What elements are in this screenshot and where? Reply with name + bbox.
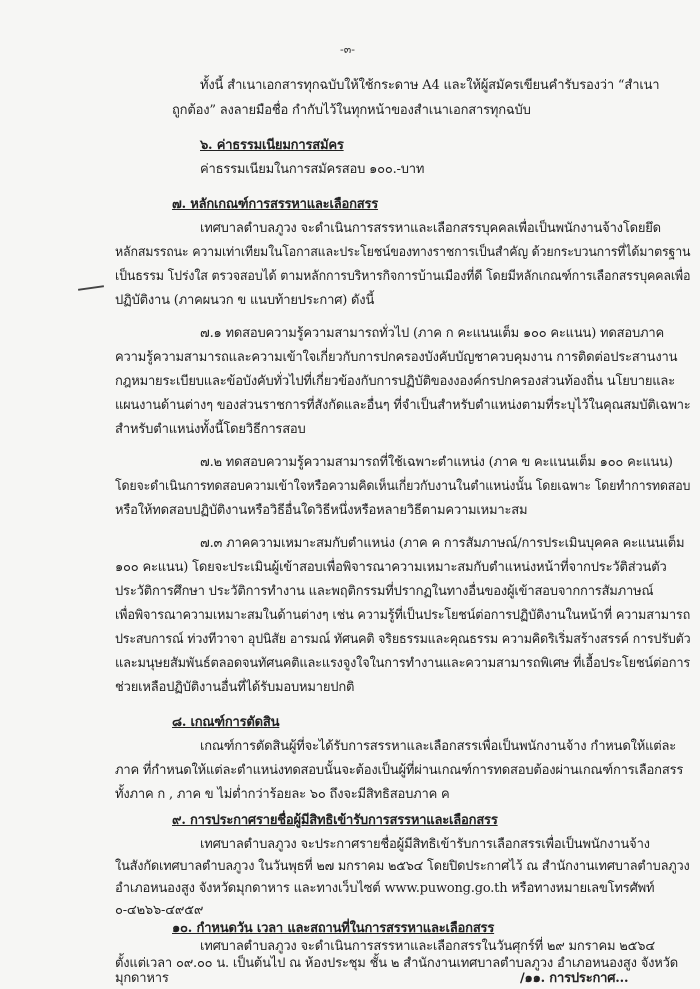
text-line: ในสังกัดเทศบาลตำบลภูวง ในวันพุธที่ ๒๗ มกราคม ๒๕๖๔ โดยปิดประกาศไว้ ณ สำนักงานเทศบาลตำบลภูวง: [115, 859, 690, 874]
text-line: เทศบาลตำบลภูวง จะดำเนินการสรรหาและเลือกสรรในวันศุกร์ที่ ๒๙ มกราคม ๒๕๖๔: [200, 939, 655, 954]
text-line: ตั้งแต่เวลา ๐๙.๐๐ น. เป็นต้นไป ณ ห้องประชุม ชั้น ๒ สำนักงานเทศบาลตำบลภูวง อำเภอหนองสูง จังหวัด: [115, 956, 678, 971]
text-line: หลักสมรรถนะ ความเท่าเทียมในโอกาสและประโยชน์ของทางราชการเป็นสำคัญ ด้วยกระบวนการที่ได้มาตรฐาน: [115, 245, 691, 260]
text-line: ความรู้ความสามารถและความเข้าใจเกี่ยวกับการปกครองบังคับบัญชาควบคุมงาน การติดต่อประสานงาน: [115, 350, 678, 365]
text-line: ประสบการณ์ ท่วงทีวาจา อุปนิสัย อารมณ์ ทัศนคติ จริยธรรมและคุณธรรม ความคิดริเริ่มสร้างสรรค์ การปรับตัว: [115, 632, 691, 647]
continuation-note: /๑๑. การประกาศ...: [520, 971, 629, 986]
text-line: ภาค ที่กำหนดให้แต่ละตำแหน่งทดสอบนั้นจะต้องเป็นผู้ที่ผ่านเกณฑ์การทดสอบต้องผ่านเกณฑ์การเลือกสรร: [115, 763, 684, 778]
text-line: ทั้งนี้ สำเนาเอกสารทุกฉบับให้ใช้กระดาษ A4 และให้ผู้สมัครเขียนคำรับรองว่า “สำเนา: [200, 78, 660, 93]
text-line: เพื่อพิจารณาความเหมาะสมในด้านต่างๆ เช่น ความรู้ที่เป็นประโยชน์ต่อการปฏิบัติงานในหน้าที่ ความสามารถ: [115, 608, 691, 623]
text-line: หรือให้ทดสอบปฏิบัติงานหรือวิธีอื่นใดวิธีหนึ่งหรือหลายวิธีตามความเหมาะสม: [115, 503, 528, 518]
text-line: ช่วยเหลือปฏิบัติงานอื่นที่ได้รับมอบหมายปกติ: [115, 680, 355, 695]
section-7-heading: ๗. หลักเกณฑ์การสรรหาและเลือกสรร: [172, 197, 379, 212]
text-line: ค่าธรรมเนียมในการสมัครสอบ ๑๐๐.-บาท: [200, 162, 425, 177]
text-line: เทศบาลตำบลภูวง จะประกาศรายชื่อผู้มีสิทธิเข้ารับการเลือกสรรเพื่อเป็นพนักงานจ้าง: [200, 837, 650, 852]
text-line: ๗.๑ ทดสอบความรู้ความสามารถทั่วไป (ภาค ก คะแนนเต็ม ๑๐๐ คะแนน) ทดสอบภาค: [200, 326, 665, 341]
text-line: โดยจะดำเนินการทดสอบความเข้าใจหรือความคิดเห็นเกี่ยวกับงานในตำแหน่งนั้น โดยเฉพาะ โดยทำการทดสอบ: [115, 479, 691, 494]
text-line: เทศบาลตำบลภูวง จะดำเนินการสรรหาและเลือกสรรบุคคลเพื่อเป็นพนักงานจ้างโดยยึด: [200, 221, 661, 236]
text-line: ปฏิบัติงาน (ภาคผนวก ข แนบท้ายประกาศ) ดังนี้: [115, 293, 375, 308]
text-line: เกณฑ์การตัดสินผู้ที่จะได้รับการสรรหาและเลือกสรรเพื่อเป็นพนักงานจ้าง กำหนดให้แต่ละ: [200, 739, 677, 754]
text-line: ๑๐๐ คะแนน) โดยจะประเมินผู้เข้าสอบเพื่อพิจารณาความเหมาะสมกับตำแหน่งหน้าที่จากประวัติส่วนตัว: [115, 560, 667, 575]
text-line: ๗.๓ ภาคความเหมาะสมกับตำแหน่ง (ภาค ค การสัมภาษณ์/การประเมินบุคคล คะแนนเต็ม: [200, 536, 685, 551]
text-line: ๗.๒ ทดสอบความรู้ความสามารถที่ใช้เฉพาะตำแหน่ง (ภาค ข คะแนนเต็ม ๑๐๐ คะแนน): [200, 455, 673, 470]
text-line: ทั้งภาค ก , ภาค ข ไม่ต่ำกว่าร้อยละ ๖๐ ถึงจะมีสิทธิสอบภาค ค: [115, 787, 450, 802]
text-line: สำหรับตำแหน่งทั้งนี้โดยวิธีการสอบ: [115, 422, 306, 437]
section-10-heading: ๑๐. กำหนดวัน เวลา และสถานที่ในการสรรหาและเลือกสรร: [172, 921, 495, 936]
page-number: -๓-: [340, 43, 355, 56]
section-8-heading: ๘. เกณฑ์การตัดสิน: [172, 715, 280, 730]
text-line: ๐-๔๒๖๖-๔๙๕๙: [115, 903, 204, 918]
text-line: เป็นธรรม โปร่งใส ตรวจสอบได้ ตามหลักการบริหารกิจการบ้านเมืองที่ดี โดยมีหลักเกณฑ์การเลือกสรรบุคคลเพื่อ: [115, 269, 691, 284]
text-line: กฎหมายระเบียบและข้อบังคับทั่วไปที่เกี่ยวข้องกับการปฏิบัติของงองค์กรปกครองส่วนท้องถิ่น นโยบายและ: [115, 374, 675, 389]
text-line: และมนุษยสัมพันธ์ตลอดจนทัศนคติและแรงจูงใจในการทำงานและความสามารถพิเศษ ที่เอื้อประโยชน์ต่อการ: [115, 656, 691, 671]
hand-mark: [78, 285, 104, 291]
section-9-heading: ๙. การประกาศรายชื่อผู้มีสิทธิเข้ารับการสรรหาและเลือกสรร: [172, 813, 498, 828]
text-line: มุกดาหาร: [115, 971, 169, 986]
section-6-heading: ๖. ค่าธรรมเนียมการสมัคร: [200, 138, 344, 153]
text-line: ถูกต้อง” ลงลายมือชื่อ กำกับไว้ในทุกหน้าของสำเนาเอกสารทุกฉบับ: [172, 103, 531, 118]
text-line: ประวัติการศึกษา ประวัติการทำงาน และพฤติกรรมที่ปรากฏในทางอื่นของผู้เข้าสอบจากการสัมภาษณ์: [115, 584, 654, 599]
text-line: อำเภอหนองสูง จังหวัดมุกดาหาร และทางเว็บไซต์ www.puwong.go.th หรือทางหมายเลขโทรศัพท์: [115, 881, 655, 896]
text-line: แผนงานด้านต่างๆ ของส่วนราชการที่สังกัดและอื่นๆ ที่จำเป็นสำหรับตำแหน่งตามที่ระบุไว้ในคุณสมบัติเฉพาะ: [115, 398, 691, 413]
